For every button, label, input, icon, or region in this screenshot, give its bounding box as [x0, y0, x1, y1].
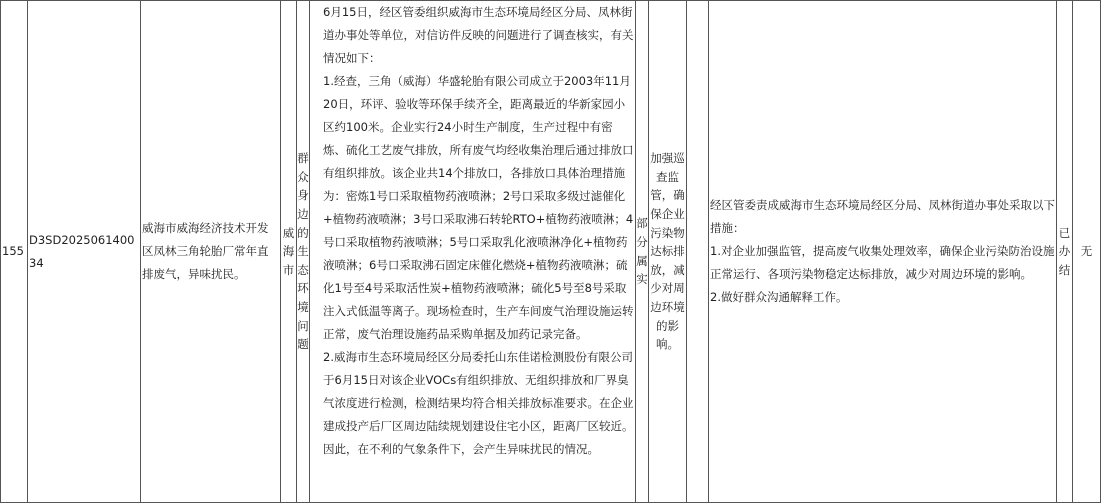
spacer-cell: [687, 1, 709, 503]
case-id: D3SD202506140034: [28, 1, 141, 503]
measures-short-text: 加强巡查监管，确保企业污染物达标排放，减少对周边环境的影响。: [650, 151, 685, 352]
handling-item-1: 1.对企业加强监管，提高废气收集处理效率，确保企业污染防治设施正常运行、各项污染物稳定达标排放，减少对周边环境的影响。: [710, 244, 1055, 281]
measures-short-cell: [649, 1, 687, 503]
verification-cell: [310, 1, 636, 503]
category-cell: [297, 1, 310, 503]
status-cell: [1057, 1, 1073, 503]
row-index: 155: [1, 1, 28, 503]
region-cell: [281, 1, 297, 503]
status-text: 已办结: [1058, 225, 1071, 277]
handling-cell: [709, 1, 1057, 503]
region-text: 威海市: [282, 225, 295, 277]
accountability-text: 无: [1080, 244, 1093, 259]
finding-cell: [636, 1, 649, 503]
verification-point-1: 1.经查，三角（威海）华盛轮胎有限公司成立于2003年11月20日，环评、验收等环保手续齐全，距离最近的华新家园小区约100米。企业实行24小时生产制度，生产过程中有密炼、硫化工艺废气排放，所有废气均经收集治理后通过排放口有组织排放。该企业共14个排放口，各排放口具体治理措施为：密炼1号口采取植物药液喷淋；2号口采取多级过滤催化+植物药液喷淋；3号口采取沸石转轮RTO+植物药液喷淋；4号口采取植物药液喷淋；5号口采取乳化液喷淋净化+植物药液喷淋；6号口采取沸石固定床催化燃烧+植物药液喷淋；硫化1号至4号采取活性炭+植物药液喷淋；硫化5号至8号采取注入式低温等离子。现场检查时，生产车间废气治理设施运转正常，废气治理设施药品采购单据及加药记录完备。: [323, 74, 634, 341]
verification-point-2: 2.威海市生态环境局经区分局委托山东佳诺检测股份有限公司于6月15日对该企业VOCs有组织排放、无组织排放和厂界臭气浓度进行检测，检测结果均符合相关排放标准要求。在企业建成投产后厂区周边陆续规划建设住宅小区，距离厂区较近。因此，在不利的气象条件下，会产生异味扰民的情况。: [323, 350, 634, 456]
complaint-subject: 威海市威海经济技术开发区凤林三角轮胎厂常年直排废气，异味扰民。: [141, 1, 281, 503]
finding-text: 部分属实: [636, 216, 648, 287]
table-row: [1, 1, 1101, 503]
accountability-cell: [1073, 1, 1101, 503]
category-text: 群众身边的生态环境问题: [297, 151, 309, 352]
handling-intro: 经区管委责成威海市生态环境局经区分局、凤林街道办事处采取以下措施：: [710, 198, 1055, 235]
verification-intro: 6月15日，经区管委组织威海市生态环境局经区分局、凤林街道办事处等单位，对信访件反映的问题进行了调查核实，有关情况如下：: [323, 5, 634, 65]
handling-item-2: 2.做好群众沟通解释工作。: [710, 290, 848, 304]
